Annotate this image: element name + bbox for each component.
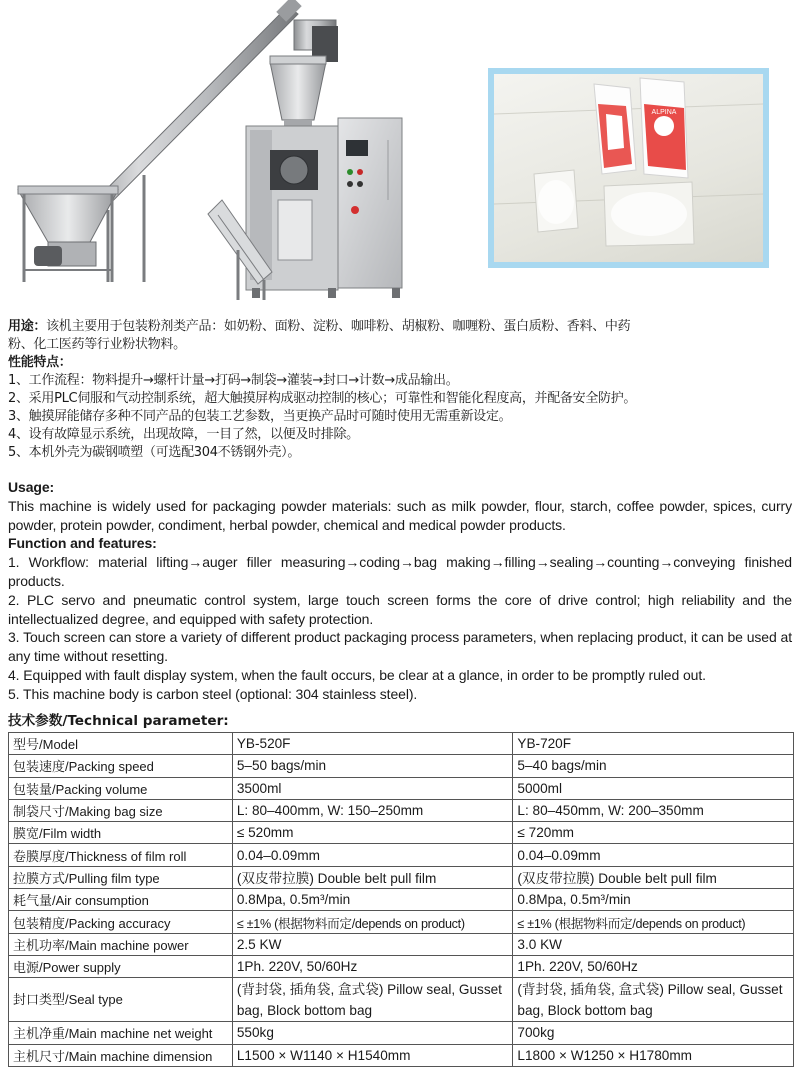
table-row xyxy=(9,1044,794,1066)
param-label: 主机尺寸/Main machine dimension xyxy=(9,1044,233,1066)
features-en-item: 2. PLC servo and pneumatic control system, large touch screen forms the core of drive control; high reliability and the intellectualized degree, and equipped with safety protection. xyxy=(8,591,792,627)
usage-cn-line xyxy=(8,318,792,336)
tech-parameter-table xyxy=(8,732,794,1067)
features-en-item: 4. Equipped with fault display system, when the fault occurs, be clear at a glance, in order to be promptly ruled out. xyxy=(8,666,706,683)
param-value-520f: ≤ 520mm xyxy=(232,822,513,844)
features-en-title: Function and features: xyxy=(8,535,157,552)
param-label: 包装量/Packing volume xyxy=(9,777,233,799)
param-value-520f: 3500ml xyxy=(232,777,513,799)
bag-brand-text: ALPINA xyxy=(651,109,677,116)
table-row xyxy=(9,889,794,911)
param-value-520f: 550kg xyxy=(232,1022,513,1044)
features-cn-item: 5、本机外壳为碳钢喷塑（可选配304不锈钢外壳）。 xyxy=(8,445,301,460)
features-en-item: 5. This machine body is carbon steel (optional: 304 stainless steel). xyxy=(8,685,418,702)
packaging-machine-image xyxy=(8,0,418,310)
usage-cn-text: 该机主要用于包装粉剂类产品：如奶粉、面粉、淀粉、咖啡粉、胡椒粉、咖喱粉、蛋白质粉、香料、中药 xyxy=(46,319,631,334)
param-label: 型号/Model xyxy=(9,733,233,755)
param-value-720f: 5000ml xyxy=(513,777,794,799)
param-value-720f: 0.04–0.09mm xyxy=(513,844,794,866)
table-row xyxy=(9,799,794,821)
param-value-720f: ≤ ±1% (根据物料而定/depends on product) xyxy=(513,911,794,933)
features-cn-title: 性能特点： xyxy=(8,355,72,370)
table-row xyxy=(9,733,794,755)
param-label: 制袋尺寸/Making bag size xyxy=(9,799,233,821)
table-row xyxy=(9,844,794,866)
param-label: 拉膜方式/Pulling film type xyxy=(9,866,233,888)
features-en-item: 3. Touch screen can store a variety of different product packaging process parameters, when replacing product, it can be used at any time without resetting. xyxy=(8,629,792,665)
param-value-720f: L: 80–450mm, W: 200–350mm xyxy=(513,799,794,821)
param-value-720f: (背封袋, 插角袋, 盒式袋) Pillow seal, Gusset bag, Block bottom bag xyxy=(513,978,794,1022)
product-sample-photo xyxy=(488,68,769,268)
param-value-520f: L1500 × W1140 × H1540mm xyxy=(232,1044,513,1066)
table-row xyxy=(9,1022,794,1044)
table-row xyxy=(9,755,794,777)
table-row xyxy=(9,955,794,977)
photo-area xyxy=(0,0,800,310)
param-label: 主机净重/Main machine net weight xyxy=(9,1022,233,1044)
param-value-520f: L: 80–400mm, W: 150–250mm xyxy=(232,799,513,821)
param-value-520f: ≤ ±1% (根据物料而定/depends on product) xyxy=(232,911,513,933)
param-label: 膜宽/Film width xyxy=(9,822,233,844)
param-value-520f: 5–50 bags/min xyxy=(232,755,513,777)
param-value-720f: 3.0 KW xyxy=(513,933,794,955)
param-value-520f: 0.8Mpa, 0.5m³/min xyxy=(232,889,513,911)
param-label: 电源/Power supply xyxy=(9,955,233,977)
english-description xyxy=(8,478,792,704)
param-value-520f: YB-520F xyxy=(232,733,513,755)
param-value-720f: 1Ph. 220V, 50/60Hz xyxy=(513,955,794,977)
param-value-520f: 1Ph. 220V, 50/60Hz xyxy=(232,955,513,977)
param-label: 耗气量/Air consumption xyxy=(9,889,233,911)
param-label: 包装速度/Packing speed xyxy=(9,755,233,777)
table-row xyxy=(9,866,794,888)
param-value-520f: (背封袋, 插角袋, 盒式袋) Pillow seal, Gusset bag, Block bottom bag xyxy=(232,978,513,1022)
param-label: 卷膜厚度/Thickness of film roll xyxy=(9,844,233,866)
table-row xyxy=(9,822,794,844)
table-row xyxy=(9,978,794,1022)
param-value-520f: (双皮带拉膜) Double belt pull film xyxy=(232,866,513,888)
param-value-520f: 0.04–0.09mm xyxy=(232,844,513,866)
param-value-720f: 0.8Mpa, 0.5m³/min xyxy=(513,889,794,911)
usage-en-title: Usage: xyxy=(8,479,55,495)
features-cn-item: 3、触摸屏能储存多种不同产品的包装工艺参数，当更换产品时可随时使用无需重新设定。 xyxy=(8,409,512,424)
param-value-520f: 2.5 KW xyxy=(232,933,513,955)
table-row xyxy=(9,777,794,799)
usage-cn-text-2: 粉、化工医药等行业粉状物料。 xyxy=(8,337,186,352)
features-cn-item: 4、设有故障显示系统，出现故障，一目了然，以便及时排除。 xyxy=(8,427,359,442)
table-row xyxy=(9,933,794,955)
usage-en-text: This machine is widely used for packaging powder materials: such as milk powder, flour, starch, coffee powder, spices, curry powder, protein powder, condiment, herbal powder, chemical and medical powder products. xyxy=(8,497,792,533)
features-en-item: 1. Workflow: material lifting→auger filler measuring→coding→bag making→filling→sealing→counting→conveying finished products. xyxy=(8,554,792,589)
table-row xyxy=(9,911,794,933)
powder-bags-image xyxy=(494,74,763,262)
param-label: 主机功率/Main machine power xyxy=(9,933,233,955)
param-value-720f: YB-720F xyxy=(513,733,794,755)
param-label: 包装精度/Packing accuracy xyxy=(9,911,233,933)
tech-title: 技术参数/Technical parameter: xyxy=(8,713,229,729)
usage-cn-label: 用途： xyxy=(8,319,47,334)
param-value-720f: 5–40 bags/min xyxy=(513,755,794,777)
param-label: 封口类型/Seal type xyxy=(9,978,233,1022)
param-value-720f: 700kg xyxy=(513,1022,794,1044)
features-cn-item: 1、工作流程：物料提升→螺杆计量→打码→制袋→灌装→封口→计数→成品输出。 xyxy=(8,373,459,388)
param-value-720f: (双皮带拉膜) Double belt pull film xyxy=(513,866,794,888)
param-value-720f: L1800 × W1250 × H1780mm xyxy=(513,1044,794,1066)
chinese-description xyxy=(8,318,792,462)
param-value-720f: ≤ 720mm xyxy=(513,822,794,844)
features-cn-item: 2、采用PLC伺服和气动控制系统，超大触摸屏构成驱动控制的核心；可靠性和智能化程度高，并配备安全防护。 xyxy=(8,391,637,406)
